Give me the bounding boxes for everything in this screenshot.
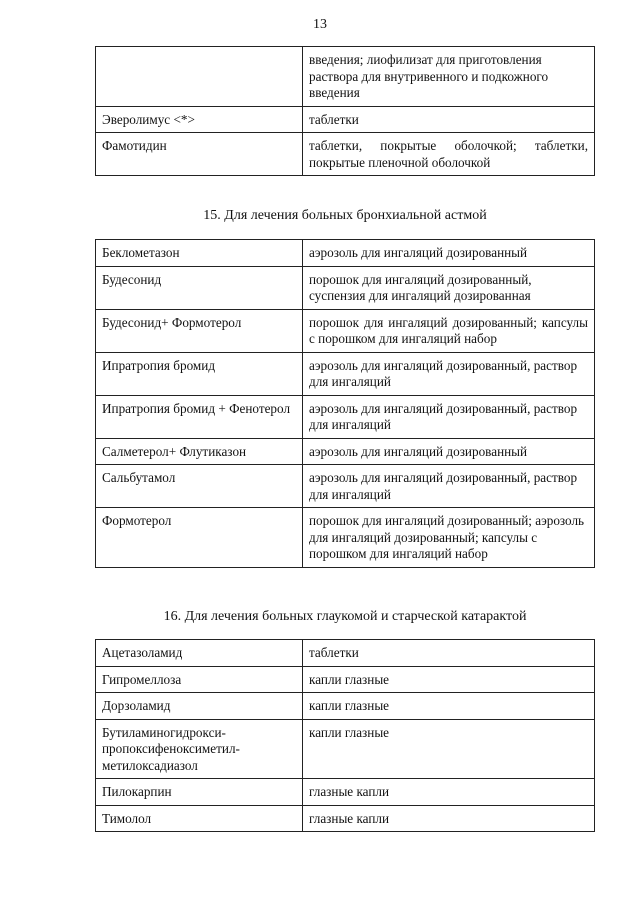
table-row: [96, 465, 595, 508]
drug-name-cell: Фамотидин: [96, 133, 303, 176]
table-row: [96, 719, 595, 779]
table-row: [96, 309, 595, 352]
drug-name-cell: Гипромеллоза: [96, 666, 303, 693]
drug-form-cell: аэрозоль для ингаляций дозированный: [303, 240, 595, 267]
table-row: [96, 106, 595, 133]
drug-table-continued: [95, 46, 595, 176]
section-title-glaucoma: 16. Для лечения больных глаукомой и старческой катарактой: [163, 609, 527, 624]
drug-name-cell: Будесонид+ Формотерол: [96, 309, 303, 352]
drug-form-cell: капли глазные: [303, 666, 595, 693]
table-row: [96, 640, 595, 667]
table-row: [96, 240, 595, 267]
drug-name-cell: Дорзоламид: [96, 693, 303, 720]
drug-form-cell: аэрозоль для ингаляций дозированный, раствор для ингаляций: [303, 395, 595, 438]
table-row: [96, 508, 595, 568]
table-row: [96, 47, 595, 107]
page-number: 13: [313, 17, 327, 32]
drug-name-cell: Ипратропия бромид + Фенотерол: [96, 395, 303, 438]
drug-form-cell: порошок для ингаляций дозированный; капсулы с порошком для ингаляций набор: [303, 309, 595, 352]
drug-name-cell: Тимолол: [96, 805, 303, 832]
drug-form-cell: глазные капли: [303, 779, 595, 806]
drug-name-cell: Бутиламиногидрокси-пропоксифеноксиметил-метилоксадиазол: [96, 719, 303, 779]
drug-name-cell: Пилокарпин: [96, 779, 303, 806]
drug-form-cell: аэрозоль для ингаляций дозированный, раствор для ингаляций: [303, 465, 595, 508]
drug-form-cell: таблетки: [303, 106, 595, 133]
drug-name-cell: Формотерол: [96, 508, 303, 568]
table-row: [96, 805, 595, 832]
table-row: [96, 693, 595, 720]
drug-name-cell: Сальбутамол: [96, 465, 303, 508]
drug-form-cell: порошок для ингаляций дозированный; аэрозоль для ингаляций дозированный; капсулы с порошком для ингаляций набор: [303, 508, 595, 568]
drug-table-glaucoma: [95, 639, 595, 832]
drug-form-cell: капли глазные: [303, 693, 595, 720]
drug-form-cell: введения; лиофилизат для приготовления раствора для внутривенного и подкожного введения: [303, 47, 595, 107]
table-row: [96, 779, 595, 806]
drug-name-cell: [96, 47, 303, 107]
drug-form-cell: аэрозоль для ингаляций дозированный, раствор для ингаляций: [303, 352, 595, 395]
table-row: [96, 133, 595, 176]
drug-name-cell: Будесонид: [96, 266, 303, 309]
drug-form-cell: порошок для ингаляций дозированный, суспензия для ингаляций дозированная: [303, 266, 595, 309]
drug-name-cell: Салметерол+ Флутиказон: [96, 438, 303, 465]
drug-name-cell: Ипратропия бромид: [96, 352, 303, 395]
drug-form-cell: таблетки: [303, 640, 595, 667]
table-row: [96, 395, 595, 438]
drug-table-asthma: [95, 239, 595, 568]
drug-form-cell: глазные капли: [303, 805, 595, 832]
drug-name-cell: Эверолимус <*>: [96, 106, 303, 133]
drug-form-cell: капли глазные: [303, 719, 595, 779]
drug-form-cell: аэрозоль для ингаляций дозированный: [303, 438, 595, 465]
drug-name-cell: Ацетазоламид: [96, 640, 303, 667]
table-row: [96, 266, 595, 309]
table-row: [96, 438, 595, 465]
section-title-asthma: 15. Для лечения больных бронхиальной астмой: [203, 208, 487, 223]
drug-name-cell: Беклометазон: [96, 240, 303, 267]
drug-form-cell: таблетки, покрытые оболочкой; таблетки, покрытые пленочной оболочкой: [303, 133, 595, 176]
table-row: [96, 352, 595, 395]
table-row: [96, 666, 595, 693]
